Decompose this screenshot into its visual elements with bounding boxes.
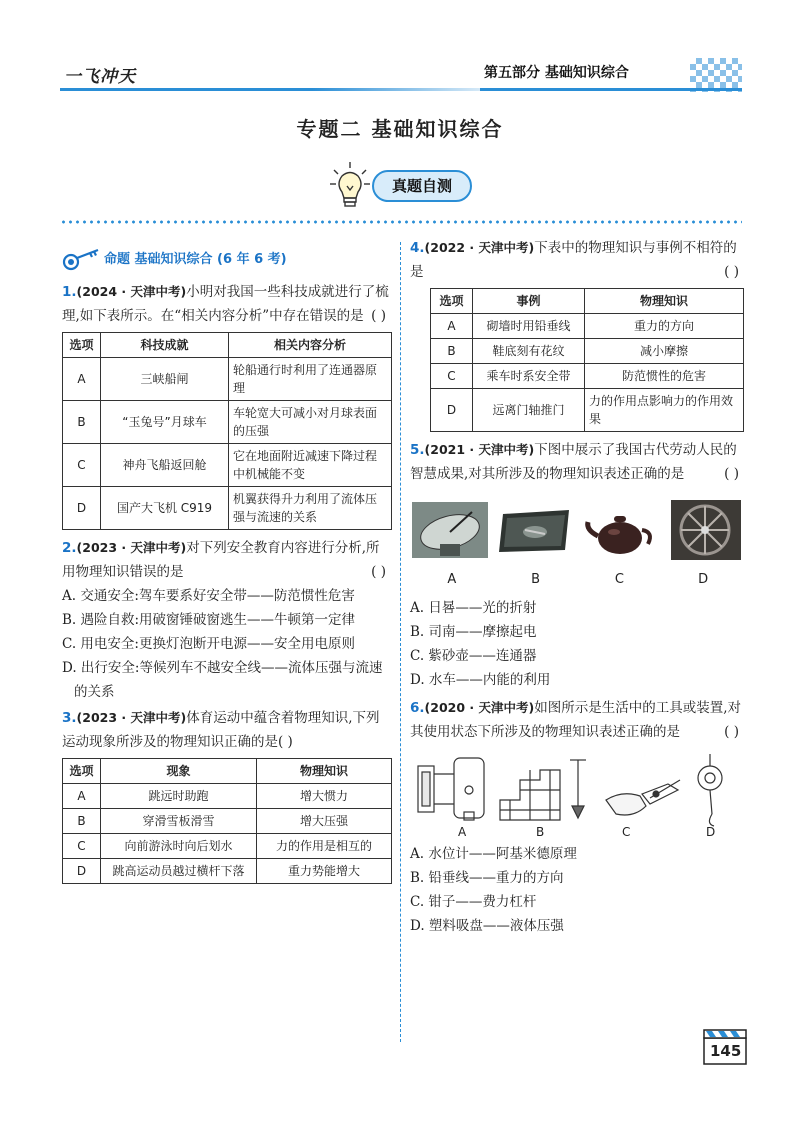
question-stem: 体育运动中蕴含着物理知识,下列运动现象所涉及的物理知识正确的是 xyxy=(62,710,380,750)
suction-cup-drawing xyxy=(698,754,722,826)
question-3 xyxy=(62,706,392,884)
question-number: 4. xyxy=(410,240,425,256)
image-label: C xyxy=(614,572,624,587)
table-cell: 向前游泳时向后划水 xyxy=(101,834,257,859)
table-row xyxy=(63,444,392,487)
table-header: 科技成就 xyxy=(101,333,229,358)
table-row xyxy=(63,401,392,444)
image-label: C xyxy=(622,825,631,839)
question-2 xyxy=(62,536,392,704)
table-cell: 乘车时系安全带 xyxy=(473,364,585,389)
q4-table xyxy=(430,288,744,432)
table-row xyxy=(63,809,392,834)
topic-label: 命题 基础知识综合 (6 年 6 考) xyxy=(104,252,287,267)
answer-blank[interactable]: ( ) xyxy=(278,734,293,750)
table-cell: A xyxy=(63,784,101,809)
section-tag: 第五部分 基础知识综合 xyxy=(484,65,629,81)
answer-blank[interactable]: ( ) xyxy=(371,564,386,580)
table-cell: 国产大飞机 C919 xyxy=(101,487,229,530)
table-cell: 重力势能增大 xyxy=(257,859,392,884)
table-header: 选项 xyxy=(431,289,473,314)
table-cell: C xyxy=(431,364,473,389)
compass-image xyxy=(495,496,575,562)
table-row xyxy=(63,487,392,530)
table-row xyxy=(431,389,744,432)
question-number: 3. xyxy=(62,710,77,726)
column-divider xyxy=(400,242,401,1042)
dotted-divider xyxy=(60,220,742,224)
table-header: 物理知识 xyxy=(585,289,744,314)
table-cell: 三峡船闸 xyxy=(101,358,229,401)
q3-table xyxy=(62,758,392,884)
option-b[interactable]: B. 司南——摩擦起电 xyxy=(410,624,537,640)
table-cell: A xyxy=(431,314,473,339)
page-header xyxy=(0,0,800,100)
option-c[interactable]: C. 紫砂壶——连通器 xyxy=(410,648,537,664)
table-cell: 砌墙时用铅垂线 xyxy=(473,314,585,339)
page-number-badge xyxy=(702,1028,748,1066)
question-source: (2024 · 天津中考) xyxy=(76,284,187,299)
table-cell: B xyxy=(63,809,101,834)
option-b[interactable]: B. 铅垂线——重力的方向 xyxy=(410,870,564,886)
question-number: 2. xyxy=(62,540,77,556)
question-4 xyxy=(410,236,745,432)
table-row xyxy=(63,358,392,401)
table-cell: 力的作用是相互的 xyxy=(257,834,392,859)
question-source: (2021 · 天津中考) xyxy=(424,442,535,457)
image-label: B xyxy=(536,825,545,839)
table-header: 物理知识 xyxy=(257,759,392,784)
image-label: A xyxy=(447,572,457,587)
teapot-image xyxy=(580,496,660,562)
badge-label: 真题自测 xyxy=(372,170,472,202)
table-header: 现象 xyxy=(101,759,257,784)
table-cell: 机翼获得升力利用了流体压强与流速的关系 xyxy=(229,487,392,530)
table-cell: 增大惯力 xyxy=(257,784,392,809)
table-cell: D xyxy=(63,487,101,530)
table-row xyxy=(431,364,744,389)
table-cell: 防范惯性的危害 xyxy=(585,364,744,389)
table-cell: 鞋底刻有花纹 xyxy=(473,339,585,364)
table-cell: 轮船通行时利用了连通器原理 xyxy=(229,358,392,401)
question-number: 5. xyxy=(410,442,425,458)
plumb-line-drawing xyxy=(500,760,586,820)
table-header: 相关内容分析 xyxy=(229,333,392,358)
sundial-image xyxy=(410,496,490,562)
table-cell: A xyxy=(63,358,101,401)
question-1 xyxy=(62,280,392,530)
option-a[interactable]: A. 交通安全:驾车要系好安全带——防范惯性危害 xyxy=(62,588,355,604)
right-column xyxy=(410,236,745,938)
question-stem: 如图所示是生活中的工具或装置,对其使用状态下所涉及的物理知识表述正确的是 xyxy=(410,700,741,740)
table-cell: 穿滑雪板滑雪 xyxy=(101,809,257,834)
image-label: A xyxy=(458,825,467,839)
table-cell: 跳高运动员越过横杆下落 xyxy=(101,859,257,884)
table-cell: 增大压强 xyxy=(257,809,392,834)
section-badge xyxy=(328,160,478,216)
question-5 xyxy=(410,438,745,692)
option-a[interactable]: A. 水位计——阿基米德原理 xyxy=(410,846,577,862)
table-row xyxy=(63,834,392,859)
page-number: 145 xyxy=(710,1042,742,1060)
table-cell: C xyxy=(63,444,101,487)
table-cell: 力的作用点影响力的作用效果 xyxy=(585,389,744,432)
question-source: (2022 · 天津中考) xyxy=(424,240,535,255)
answer-blank[interactable]: ( ) xyxy=(371,308,386,324)
water-gauge-drawing xyxy=(418,758,484,820)
question-source: (2023 · 天津中考) xyxy=(76,540,187,555)
table-cell: C xyxy=(63,834,101,859)
left-column xyxy=(62,244,392,890)
table-header: 选项 xyxy=(63,333,101,358)
answer-blank[interactable]: ( ) xyxy=(724,264,739,280)
question-number: 1. xyxy=(62,284,77,300)
q1-table xyxy=(62,332,392,530)
key-icon xyxy=(62,246,102,272)
q6-figure xyxy=(410,750,745,840)
image-label: B xyxy=(531,572,541,587)
pliers-drawing xyxy=(606,780,680,815)
q5-images xyxy=(410,496,745,566)
table-cell: B xyxy=(63,401,101,444)
question-stem: 小明对我国一些科技成就进行了梳理,如下表所示。在“相关内容分析”中存在错误的是 xyxy=(62,284,389,324)
table-cell: B xyxy=(431,339,473,364)
table-header: 选项 xyxy=(63,759,101,784)
table-cell: D xyxy=(63,859,101,884)
question-source: (2020 · 天津中考) xyxy=(424,700,535,715)
image-label: D xyxy=(698,572,709,587)
brand-logo: 一飞冲天 xyxy=(64,67,136,87)
option-c[interactable]: C. 钳子——费力杠杆 xyxy=(410,894,537,910)
table-row xyxy=(431,314,744,339)
table-cell: D xyxy=(431,389,473,432)
q5-image-labels xyxy=(410,568,745,592)
table-cell: 神舟飞船返回舱 xyxy=(101,444,229,487)
waterwheel-image xyxy=(665,496,745,562)
image-label: D xyxy=(706,825,716,839)
option-c[interactable]: C. 用电安全:更换灯泡断开电源——安全用电原则 xyxy=(62,636,355,652)
q6-tools-drawing xyxy=(410,750,740,840)
topic-heading xyxy=(62,244,392,276)
table-row xyxy=(63,859,392,884)
header-rule-left xyxy=(60,88,480,91)
option-d[interactable]: D. 水车——内能的利用 xyxy=(410,672,551,688)
table-row xyxy=(431,339,744,364)
table-cell: 车轮宽大可减小对月球表面的压强 xyxy=(229,401,392,444)
checker-decoration xyxy=(690,58,742,92)
answer-blank[interactable]: ( ) xyxy=(724,466,739,482)
lightbulb-icon xyxy=(328,160,372,214)
page-title: 专题二 基础知识综合 xyxy=(296,117,504,141)
table-cell: 跳远时助跑 xyxy=(101,784,257,809)
table-cell: 远离门轴推门 xyxy=(473,389,585,432)
question-source: (2023 · 天津中考) xyxy=(76,710,187,725)
option-d[interactable]: D. 塑料吸盘——液体压强 xyxy=(410,918,564,934)
question-stem: 对下列安全教育内容进行分析,所用物理知识错误的是 xyxy=(62,540,380,580)
question-stem: 下图中展示了我国古代劳动人民的智慧成果,对其所涉及的物理知识表述正确的是 xyxy=(410,442,737,482)
table-cell: 重力的方向 xyxy=(585,314,744,339)
option-b[interactable]: B. 遇险自救:用破窗锤破窗逃生——牛顿第一定律 xyxy=(62,612,356,628)
answer-blank[interactable]: ( ) xyxy=(724,724,739,740)
option-d[interactable]: D. 出行安全:等候列车不越安全线——流体压强与流速的关系 xyxy=(62,660,383,700)
question-number: 6. xyxy=(410,700,425,716)
table-header: 事例 xyxy=(473,289,585,314)
table-cell: 它在地面附近减速下降过程中机械能不变 xyxy=(229,444,392,487)
question-6 xyxy=(410,696,745,938)
option-a[interactable]: A. 日晷——光的折射 xyxy=(410,600,537,616)
table-cell: “玉兔号”月球车 xyxy=(101,401,229,444)
table-cell: 减小摩擦 xyxy=(585,339,744,364)
table-row xyxy=(63,784,392,809)
question-stem: 下表中的物理知识与事例不相符的是 xyxy=(410,240,737,280)
